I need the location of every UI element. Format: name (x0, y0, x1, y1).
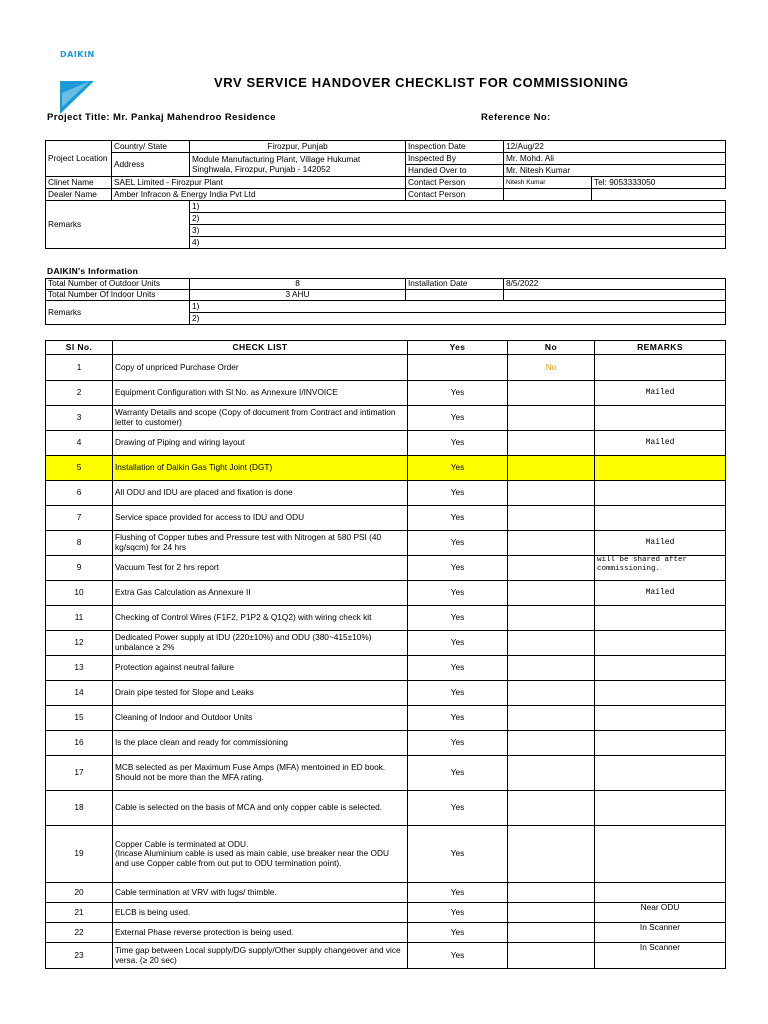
remark-num: 2) (192, 312, 200, 323)
checklist-item: Copper Cable is terminated at ODU. (Incase Aluminium cable is used as main cable, use breaker near the ODU and use Copper cable from out put to ODU termination point). (113, 826, 408, 883)
remark-num: 2) (192, 212, 200, 223)
contact2-value (504, 189, 592, 201)
checklist-yes (408, 355, 508, 381)
checklist-item: Checking of Control Wires (F1F2, P1P2 & Q1Q2) with wiring check kit (113, 606, 408, 631)
tel-value: Tel: 9053333050 (592, 177, 726, 189)
checklist-item: Extra Gas Calculation as Annexure II (113, 581, 408, 606)
checklist-no (508, 943, 595, 969)
checklist-yes: Yes (408, 506, 508, 531)
checklist-sl-no: 3 (46, 406, 113, 431)
checklist-yes: Yes (408, 883, 508, 903)
checklist-item: Cable is selected on the basis of MCA and only copper cable is selected. (113, 791, 408, 826)
daikin-info-table (45, 278, 726, 325)
header-no: No (508, 341, 595, 355)
checklist-no (508, 923, 595, 943)
blank-cell (406, 290, 504, 301)
checklist-yes: Yes (408, 581, 508, 606)
project-location-label: Project Location (46, 141, 112, 177)
daikin-remark-line-1 (190, 301, 726, 313)
checklist-sl-no: 7 (46, 506, 113, 531)
checklist-no (508, 731, 595, 756)
checklist-no (508, 556, 595, 581)
checklist-sl-no: 23 (46, 943, 113, 969)
checklist-remark: Mailed (595, 581, 726, 606)
checklist-sl-no: 17 (46, 756, 113, 791)
checklist-remark: In Scanner (595, 943, 726, 969)
outdoor-units-value: 8 (190, 279, 406, 290)
remark-line-4 (190, 237, 726, 249)
checklist-sl-no: 8 (46, 531, 113, 556)
checklist-sl-no: 4 (46, 431, 113, 456)
checklist-no (508, 631, 595, 656)
checklist-yes: Yes (408, 706, 508, 731)
checklist-remark (595, 506, 726, 531)
remark-line-3 (190, 225, 726, 237)
table-row (46, 681, 726, 706)
checklist-sl-no: 5 (46, 456, 113, 481)
checklist-remark (595, 355, 726, 381)
remark-num: 4) (192, 236, 200, 247)
checklist-item: Warranty Details and scope (Copy of document from Contract and intimation letter to customer) (113, 406, 408, 431)
checklist-item: Drain pipe tested for Slope and Leaks (113, 681, 408, 706)
table-row (46, 531, 726, 556)
installation-date-label: Installation Date (406, 279, 504, 290)
header-sl-no: Sl No. (46, 341, 113, 355)
handed-over-label: Handed Over to (406, 165, 504, 177)
checklist-remark (595, 606, 726, 631)
checklist-sl-no: 20 (46, 883, 113, 903)
checklist-sl-no: 21 (46, 903, 113, 923)
checklist-item: All ODU and IDU are placed and fixation is done (113, 481, 408, 506)
table-row (46, 431, 726, 456)
table-row (46, 406, 726, 431)
checklist-remark (595, 706, 726, 731)
checklist-remark (595, 481, 726, 506)
checklist-no (508, 481, 595, 506)
remark-line-1 (190, 201, 726, 213)
checklist-sl-no: 12 (46, 631, 113, 656)
indoor-units-value: 3 AHU (190, 290, 406, 301)
checklist-yes: Yes (408, 531, 508, 556)
table-row (46, 923, 726, 943)
blank-cell (592, 189, 726, 201)
checklist-yes: Yes (408, 943, 508, 969)
checklist-yes: Yes (408, 756, 508, 791)
checklist-sl-no: 19 (46, 826, 113, 883)
checklist-no (508, 531, 595, 556)
checklist-no (508, 756, 595, 791)
checklist-item: Time gap between Local supply/DG supply/Other supply changeover and vice versa. (≥ 20 sec) (113, 943, 408, 969)
table-row (46, 943, 726, 969)
installation-date-value: 8/5/2022 (504, 279, 726, 290)
checklist-remark (595, 456, 726, 481)
checklist-item: Is the place clean and ready for commissioning (113, 731, 408, 756)
checklist-yes: Yes (408, 826, 508, 883)
table-row (46, 481, 726, 506)
remark-num: 1) (192, 200, 200, 211)
checklist-remark: Mailed (595, 431, 726, 456)
inspection-date-label: Inspection Date (406, 141, 504, 153)
checklist-sl-no: 2 (46, 381, 113, 406)
checklist-item: MCB selected as per Maximum Fuse Amps (MFA) mentoined in ED book. Should not be more than the MFA rating. (113, 756, 408, 791)
checklist-remark: In Scanner (595, 923, 726, 943)
checklist-no (508, 606, 595, 631)
checklist-sl-no: 22 (46, 923, 113, 943)
handed-over-value: Mr. Nitesh Kumar (504, 165, 726, 177)
checklist-sl-no: 18 (46, 791, 113, 826)
outdoor-units-label: Total Number of Outdoor Units (46, 279, 190, 290)
checklist-item: Cable termination at VRV with lugs/ thimble. (113, 883, 408, 903)
daikin-logo-icon (60, 59, 100, 114)
checklist-item: Protection against neutral failure (113, 656, 408, 681)
checklist-remark (595, 826, 726, 883)
checklist-remark (595, 406, 726, 431)
table-row (46, 791, 726, 826)
client-value: SAEL Limited - Firozpur Plant (112, 177, 406, 189)
inspected-by-label: Inspected By (406, 153, 504, 165)
indoor-units-label: Total Number Of Indoor Units (46, 290, 190, 301)
daikin-info-heading: DAIKIN's Information (47, 266, 139, 276)
checklist-yes: Yes (408, 556, 508, 581)
dealer-label: Dealer Name (46, 189, 112, 201)
checklist-sl-no: 15 (46, 706, 113, 731)
checklist-no (508, 431, 595, 456)
table-row (46, 656, 726, 681)
project-title: Project Title: Mr. Pankaj Mahendroo Residence (47, 112, 276, 123)
header-yes: Yes (408, 341, 508, 355)
table-row (46, 631, 726, 656)
dealer-value: Amber Infracon & Energy India Pvt Ltd (112, 189, 406, 201)
checklist-no: No (508, 355, 595, 381)
table-row (46, 556, 726, 581)
checklist-yes: Yes (408, 431, 508, 456)
reference-label: Reference No: (481, 112, 551, 123)
checklist-remark: Mailed (595, 531, 726, 556)
remark-num: 1) (192, 300, 200, 311)
checklist-no (508, 456, 595, 481)
checklist-no (508, 791, 595, 826)
checklist-item: Equipment Configuration with Sl No. as Annexure I/INVOICE (113, 381, 408, 406)
daikin-logo (60, 50, 100, 115)
checklist-no (508, 581, 595, 606)
contact-value: Nitesh Kumar (504, 177, 592, 189)
checklist-yes: Yes (408, 681, 508, 706)
checklist-item: ELCB is being used. (113, 903, 408, 923)
checklist-yes: Yes (408, 656, 508, 681)
daikin-remarks-label: Remarks (46, 301, 190, 325)
checklist-item: Service space provided for access to IDU and ODU (113, 506, 408, 531)
checklist-remark: will be shared after commissioning. (595, 556, 726, 581)
remark-num: 3) (192, 224, 200, 235)
remark-line-2 (190, 213, 726, 225)
checklist-sl-no: 11 (46, 606, 113, 631)
country-state-value: Firozpur, Punjab (190, 141, 406, 153)
inspected-by-value: Mr. Mohd. Ali (504, 153, 726, 165)
contact2-label: Contact Person (406, 189, 504, 201)
header-remarks: REMARKS (595, 341, 726, 355)
checklist-yes: Yes (408, 406, 508, 431)
checklist-remark (595, 656, 726, 681)
checklist-remark (595, 681, 726, 706)
checklist-item: Copy of unpriced Purchase Order (113, 355, 408, 381)
address-value: Module Manufacturing Plant, Village Hukumat Singhwala, Firozpur, Punjab - 142052 (190, 153, 406, 177)
checklist-sl-no: 13 (46, 656, 113, 681)
checklist-header-row (46, 341, 726, 355)
checklist-item: Installation of Daikin Gas Tight Joint (DGT) (113, 456, 408, 481)
inspection-date-value: 12/Aug/22 (504, 141, 726, 153)
table-row (46, 883, 726, 903)
table-row (46, 381, 726, 406)
checklist-no (508, 883, 595, 903)
checklist-remark (595, 883, 726, 903)
checklist-remark (595, 731, 726, 756)
checklist-no (508, 903, 595, 923)
daikin-remark-line-2 (190, 313, 726, 325)
table-row (46, 506, 726, 531)
checklist-no (508, 656, 595, 681)
checklist-item: Cleaning of Indoor and Outdoor Units (113, 706, 408, 731)
checklist-sl-no: 1 (46, 355, 113, 381)
blank-cell (504, 290, 726, 301)
checklist-yes: Yes (408, 606, 508, 631)
checklist-sl-no: 6 (46, 481, 113, 506)
checklist-yes: Yes (408, 791, 508, 826)
table-row (46, 756, 726, 791)
checklist-item: Vacuum Test for 2 hrs report (113, 556, 408, 581)
checklist-remark (595, 756, 726, 791)
table-row (46, 706, 726, 731)
checklist-remark (595, 631, 726, 656)
checklist-no (508, 406, 595, 431)
checklist-sl-no: 16 (46, 731, 113, 756)
table-row (46, 903, 726, 923)
checklist-yes: Yes (408, 481, 508, 506)
checklist-item: Drawing of Piping and wiring layout (113, 431, 408, 456)
checklist-item: Flushing of Copper tubes and Pressure test with Nitrogen at 580 PSI (40 kg/sqcm) for 24 hrs (113, 531, 408, 556)
header-check-list: CHECK LIST (113, 341, 408, 355)
logo-text: DAIKIN (60, 50, 95, 59)
checklist-no (508, 826, 595, 883)
table-row (46, 731, 726, 756)
checklist-no (508, 506, 595, 531)
checklist-sl-no: 10 (46, 581, 113, 606)
address-label: Address (112, 153, 190, 177)
remarks-label: Remarks (46, 201, 190, 249)
checklist-yes: Yes (408, 381, 508, 406)
checklist-item: External Phase reverse protection is being used. (113, 923, 408, 943)
document-title: VRV SERVICE HANDOVER CHECKLIST FOR COMMISSIONING (214, 75, 629, 90)
checklist-no (508, 706, 595, 731)
table-row (46, 355, 726, 381)
checklist-no (508, 381, 595, 406)
client-label: Clinet Name (46, 177, 112, 189)
country-state-label: Country/ State (112, 141, 190, 153)
checklist-table (45, 340, 726, 969)
checklist-yes: Yes (408, 456, 508, 481)
checklist-sl-no: 9 (46, 556, 113, 581)
checklist-sl-no: 14 (46, 681, 113, 706)
checklist-yes: Yes (408, 631, 508, 656)
project-info-table (45, 140, 726, 249)
checklist-remark (595, 791, 726, 826)
checklist-no (508, 681, 595, 706)
checklist-yes: Yes (408, 903, 508, 923)
table-row (46, 581, 726, 606)
table-row (46, 826, 726, 883)
checklist-yes: Yes (408, 923, 508, 943)
checklist-item: Dedicated Power supply at IDU (220±10%) and ODU (380~415±10%) unbalance ≥ 2% (113, 631, 408, 656)
table-row (46, 456, 726, 481)
checklist-remark: Near ODU (595, 903, 726, 923)
table-row (46, 606, 726, 631)
contact-label: Contact Person (406, 177, 504, 189)
checklist-yes: Yes (408, 731, 508, 756)
checklist-remark: Mailed (595, 381, 726, 406)
